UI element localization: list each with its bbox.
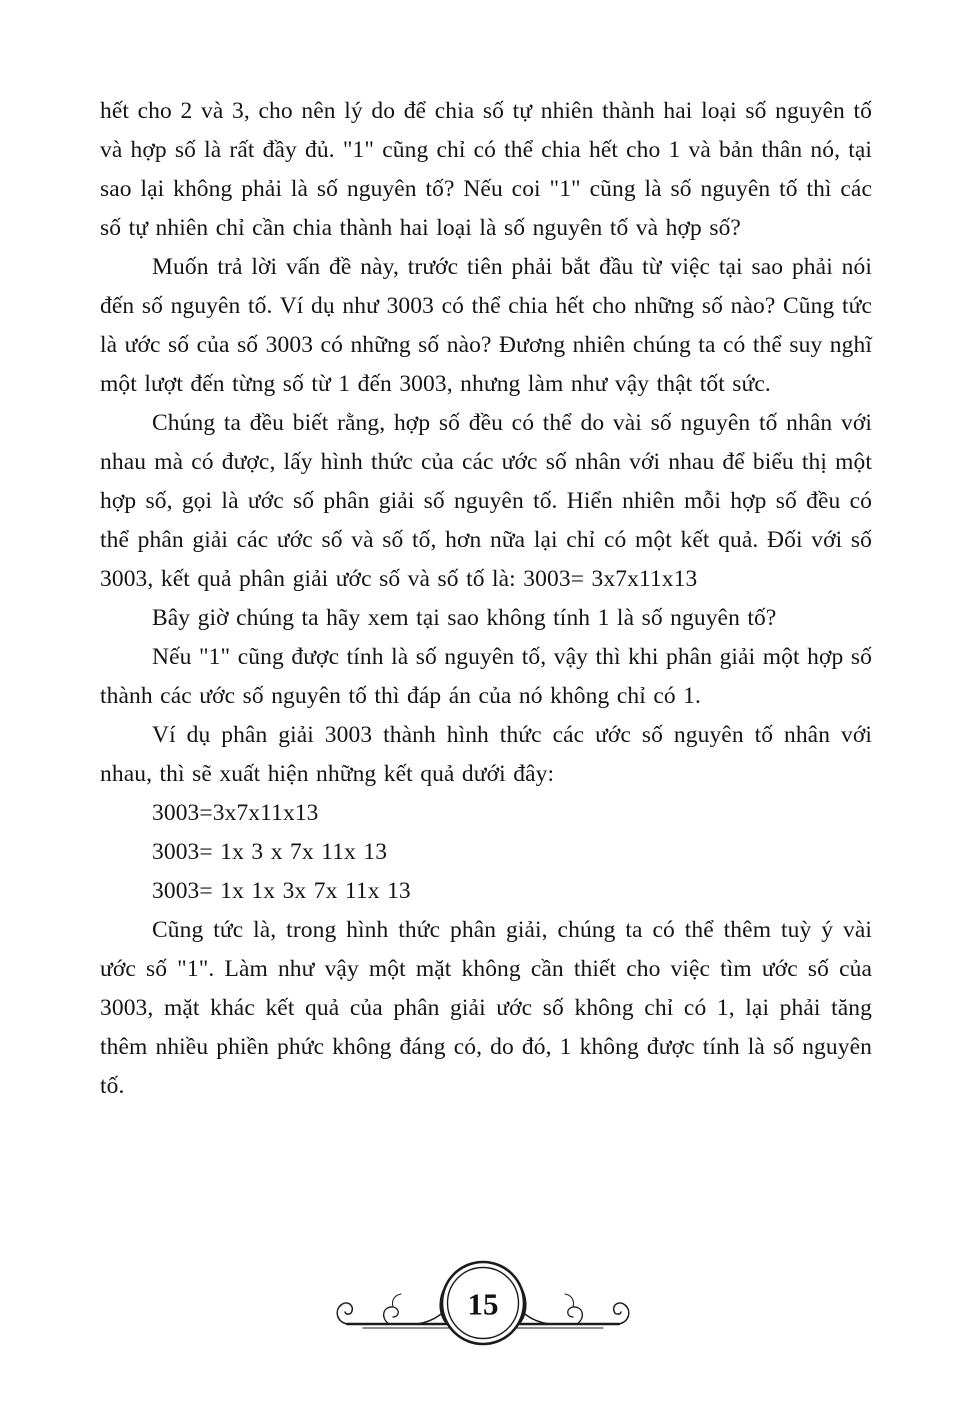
equation-line: 3003= 1x 3 x 7x 11x 13: [152, 839, 388, 865]
ornament-flourish-left: [337, 1272, 459, 1328]
paragraph: hết cho 2 và 3, cho nên lý do để chia số tự nhiên thành hai loại số nguyên tố và hợp số là rất đầy đủ. "1" cũng chỉ có thể chia hết cho 1 và bản thân nó, tại sao lại không phải là số nguyên tố? Nếu coi "1" cũng là số nguyên tố thì các số tự nhiên chỉ cần chia thành hai loại là số nguyên tố và hợp số?: [100, 98, 872, 241]
paragraph: Nếu "1" cũng được tính là số nguyên tố, vậy thì khi phân giải một hợp số thành các ước số nguyên tố thì đáp án của nó không chỉ có 1.: [100, 644, 872, 709]
paragraph: Ví dụ phân giải 3003 thành hình thức các ước số nguyên tố nhân với nhau, thì sẽ xuất hiện những kết quả dưới đây:: [100, 722, 872, 787]
footer-ornament: [333, 1252, 633, 1362]
equation-line: 3003= 1x 1x 3x 7x 11x 13: [152, 878, 411, 904]
page-number: 15: [467, 1286, 498, 1322]
paragraph: Chúng ta đều biết rằng, hợp số đều có thể do vài số nguyên tố nhân với nhau mà có được, lấy hình thức của các ước số nhân với nhau để biểu thị một hợp số, gọi là ước số phân giải số nguyên tố. Hiển nhiên mỗi hợp số đều có thể phân giải các ước số và số tố, hơn nữa lại chỉ có một kết quả. Đối với số 3003, kết quả phân giải ước số và số tố là: 3003= 3x7x11x13: [100, 410, 872, 592]
paragraph: Muốn trả lời vấn đề này, trước tiên phải bắt đầu từ việc tại sao phải nói đến số nguyên tố. Ví dụ như 3003 có thể chia hết cho những số nào? Cũng tức là ước số của số 3003 có những số nào? Đương nhiên chúng ta có thể suy nghĩ một lượt đến từng số từ 1 đến 3003, nhưng làm như vậy thật tốt sức.: [100, 254, 872, 397]
paragraph: Bây giờ chúng ta hãy xem tại sao không tính 1 là số nguyên tố?: [152, 605, 777, 631]
paragraph: Cũng tức là, trong hình thức phân giải, chúng ta có thể thêm tuỳ ý vài ước số "1". Làm như vậy một mặt không cần thiết cho việc tìm ước số của 3003, mặt khác kết quả của phân giải ước số không chỉ có 1, lại phải tăng thêm nhiều phiền phức không đáng có, do đó, 1 không được tính là số nguyên tố.: [100, 917, 872, 1099]
page-body-text: [100, 92, 872, 1106]
ornament-flourish-right: [507, 1272, 629, 1328]
equation-line: 3003=3x7x11x13: [152, 800, 319, 826]
page-number-badge: [442, 1262, 524, 1344]
